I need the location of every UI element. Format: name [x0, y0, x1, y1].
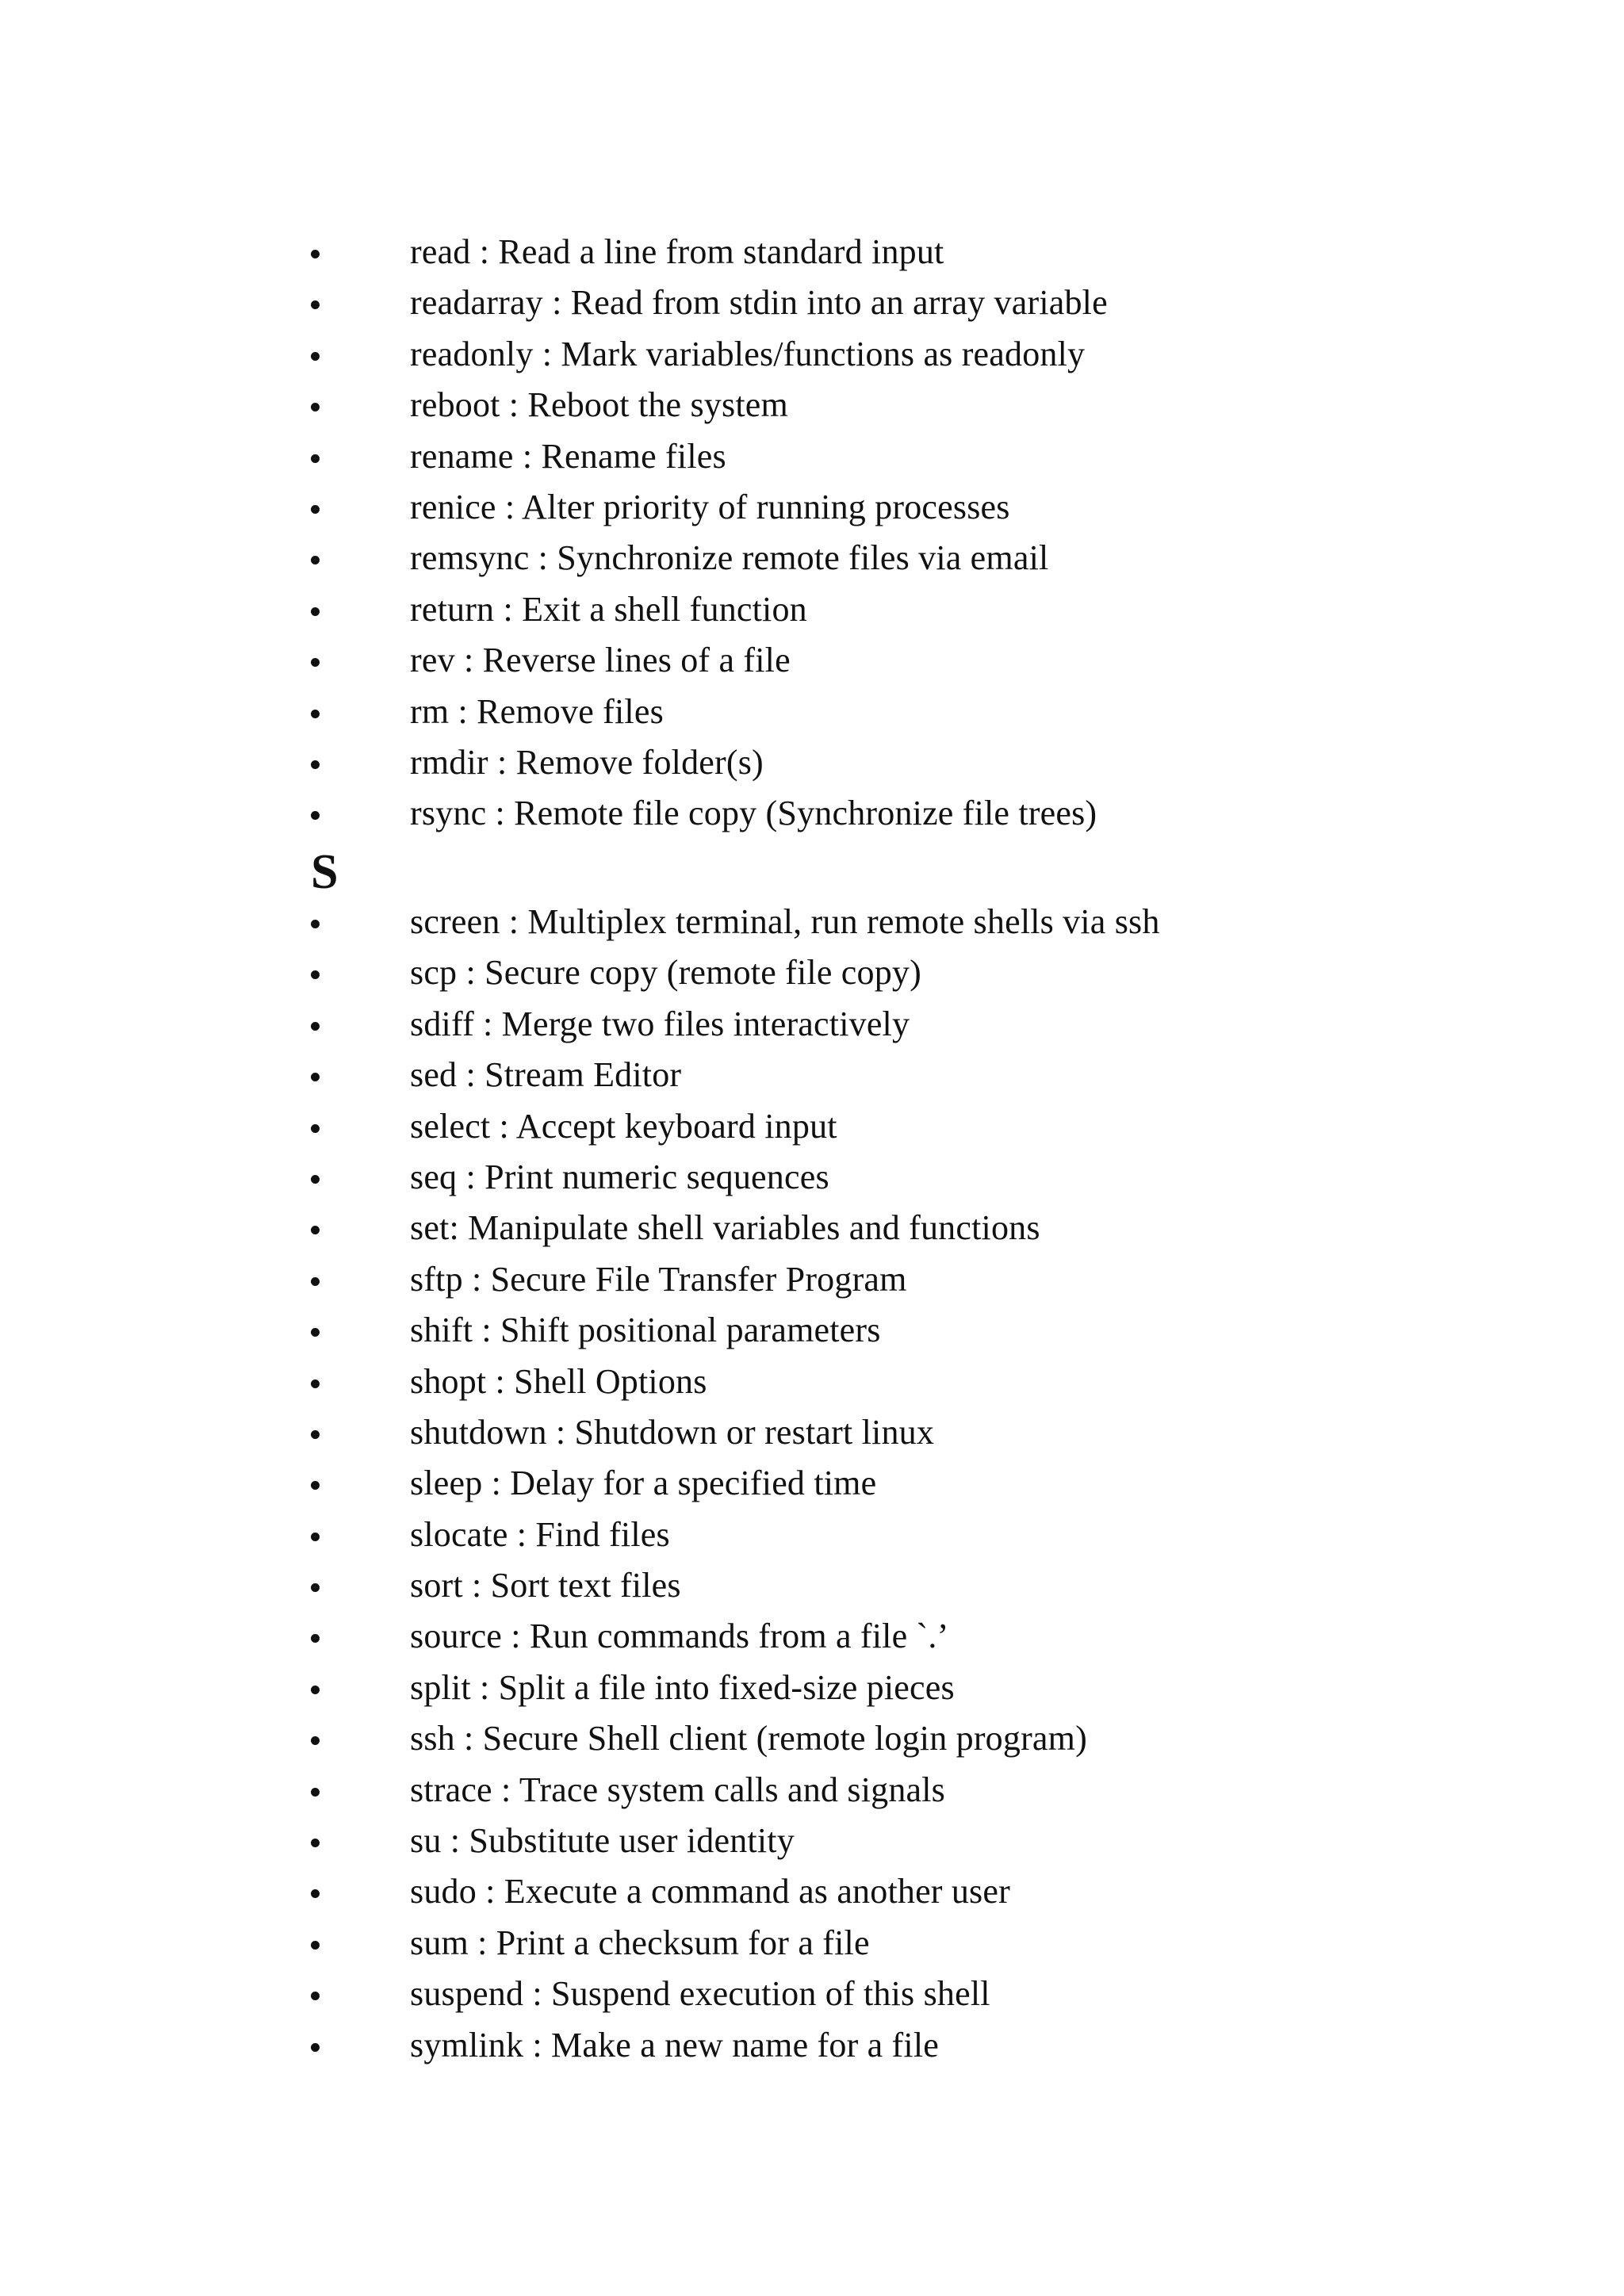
- command-entry: renice : Alter priority of running processes: [410, 487, 1010, 526]
- command-entry: sleep : Delay for a specified time: [410, 1464, 877, 1503]
- bullet-icon: [311, 2043, 320, 2052]
- list-item: [0, 1560, 1624, 1611]
- bullet-icon: [311, 1380, 320, 1388]
- command-entry: strace : Trace system calls and signals: [410, 1770, 945, 1809]
- bullet-icon: [311, 920, 320, 928]
- bullet-icon: [311, 1124, 320, 1133]
- command-entry: remsync : Synchronize remote files via email: [410, 538, 1049, 578]
- list-item: [0, 1510, 1624, 1560]
- command-entry: shift : Shift positional parameters: [410, 1311, 881, 1350]
- command-entry: ssh : Secure Shell client (remote login program): [410, 1719, 1087, 1758]
- bullet-icon: [311, 556, 320, 564]
- list-item: [0, 1713, 1624, 1764]
- bullet-icon: [311, 970, 320, 979]
- list-item: [0, 1458, 1624, 1509]
- bullet-icon: [311, 352, 320, 361]
- command-entry: sed : Stream Editor: [410, 1055, 682, 1095]
- bullet-icon: [311, 1686, 320, 1694]
- command-entry: source : Run commands from a file `.’: [410, 1617, 949, 1656]
- command-entry: set: Manipulate shell variables and functions: [410, 1208, 1040, 1248]
- list-item: [0, 1611, 1624, 1662]
- bullet-icon: [311, 1533, 320, 1541]
- command-entry: reboot : Reboot the system: [410, 385, 788, 425]
- bullet-icon: [311, 1430, 320, 1439]
- command-entry: sudo : Execute a command as another user: [410, 1872, 1010, 1911]
- list-item: [0, 1816, 1624, 1866]
- command-entry: symlink : Make a new name for a file: [410, 2025, 939, 2064]
- list-item: [0, 737, 1624, 788]
- list-item: [0, 227, 1624, 277]
- list-item: [0, 999, 1624, 1050]
- list-item: [0, 1663, 1624, 1713]
- list-item: [0, 1969, 1624, 2019]
- bullet-icon: [311, 1277, 320, 1286]
- bullet-icon: [311, 300, 320, 309]
- command-entry: su : Substitute user identity: [410, 1821, 795, 1861]
- list-item: [0, 1203, 1624, 1253]
- list-item: [0, 1305, 1624, 1356]
- list-item: [0, 1254, 1624, 1305]
- list-item: [0, 947, 1624, 998]
- list-item: [0, 897, 1624, 947]
- command-entry: return : Exit a shell function: [410, 589, 807, 629]
- list-item: [0, 2020, 1624, 2071]
- list-item: [0, 533, 1624, 584]
- bullet-icon: [311, 1788, 320, 1797]
- command-entry: shutdown : Shutdown or restart linux: [410, 1412, 935, 1452]
- bullet-icon: [311, 1941, 320, 1950]
- command-entry: sdiff : Merge two files interactively: [410, 1004, 910, 1043]
- command-entry: split : Split a file into fixed-size pieces: [410, 1667, 955, 1707]
- bullet-icon: [311, 710, 320, 718]
- command-entry: slocate : Find files: [410, 1514, 670, 1554]
- bullet-icon: [311, 607, 320, 616]
- command-entry: shopt : Shell Options: [410, 1361, 707, 1401]
- command-entry: seq : Print numeric sequences: [410, 1157, 829, 1196]
- command-entry: readonly : Mark variables/functions as readonly: [410, 334, 1086, 373]
- list-item: [0, 635, 1624, 686]
- list-item: [0, 277, 1624, 328]
- list-item: [0, 1765, 1624, 1816]
- command-list-s: [0, 897, 1624, 2071]
- bullet-icon: [311, 505, 320, 514]
- bullet-icon: [311, 1992, 320, 2000]
- command-entry: readarray : Read from stdin into an array variable: [410, 283, 1108, 323]
- command-entry: read : Read a line from standard input: [410, 232, 944, 271]
- list-item: [0, 788, 1624, 839]
- command-entry: suspend : Suspend execution of this shell: [410, 1974, 990, 2014]
- command-entry: screen : Multiplex terminal, run remote shells via ssh: [410, 902, 1160, 941]
- bullet-icon: [311, 1839, 320, 1847]
- command-entry: sort : Sort text files: [410, 1566, 681, 1605]
- command-entry: rsync : Remote file copy (Synchronize file trees): [410, 794, 1097, 833]
- command-entry: rename : Rename files: [410, 436, 726, 476]
- bullet-icon: [311, 1175, 320, 1184]
- list-item: [0, 482, 1624, 533]
- bullet-icon: [311, 1328, 320, 1337]
- command-list-r: [0, 227, 1624, 840]
- bullet-icon: [311, 760, 320, 769]
- list-item: [0, 380, 1624, 430]
- list-item: [0, 1152, 1624, 1203]
- bullet-icon: [311, 1022, 320, 1031]
- bullet-icon: [311, 1583, 320, 1592]
- bullet-icon: [311, 403, 320, 411]
- command-entry: rm : Remove files: [410, 691, 664, 731]
- command-entry: select : Accept keyboard input: [410, 1106, 837, 1146]
- command-entry: sum : Print a checksum for a file: [410, 1923, 870, 1962]
- section-letter-heading: S: [311, 845, 339, 899]
- bullet-icon: [311, 811, 320, 820]
- list-item: [0, 1357, 1624, 1407]
- list-item: [0, 1866, 1624, 1917]
- list-item: [0, 329, 1624, 380]
- bullet-icon: [311, 1073, 320, 1081]
- command-entry: sftp : Secure File Transfer Program: [410, 1259, 907, 1299]
- bullet-icon: [311, 658, 320, 667]
- command-entry: scp : Secure copy (remote file copy): [410, 953, 921, 993]
- bullet-icon: [311, 1736, 320, 1745]
- list-item: [0, 1407, 1624, 1458]
- bullet-icon: [311, 1889, 320, 1898]
- bullet-icon: [311, 1481, 320, 1490]
- list-item: [0, 1918, 1624, 1969]
- command-entry: rmdir : Remove folder(s): [410, 742, 764, 782]
- list-item: [0, 687, 1624, 737]
- list-item: [0, 1050, 1624, 1100]
- list-item: [0, 1101, 1624, 1152]
- list-item: [0, 584, 1624, 635]
- bullet-icon: [311, 1634, 320, 1643]
- bullet-icon: [311, 250, 320, 258]
- command-entry: rev : Reverse lines of a file: [410, 641, 791, 680]
- list-item: [0, 431, 1624, 482]
- bullet-icon: [311, 454, 320, 463]
- bullet-icon: [311, 1226, 320, 1234]
